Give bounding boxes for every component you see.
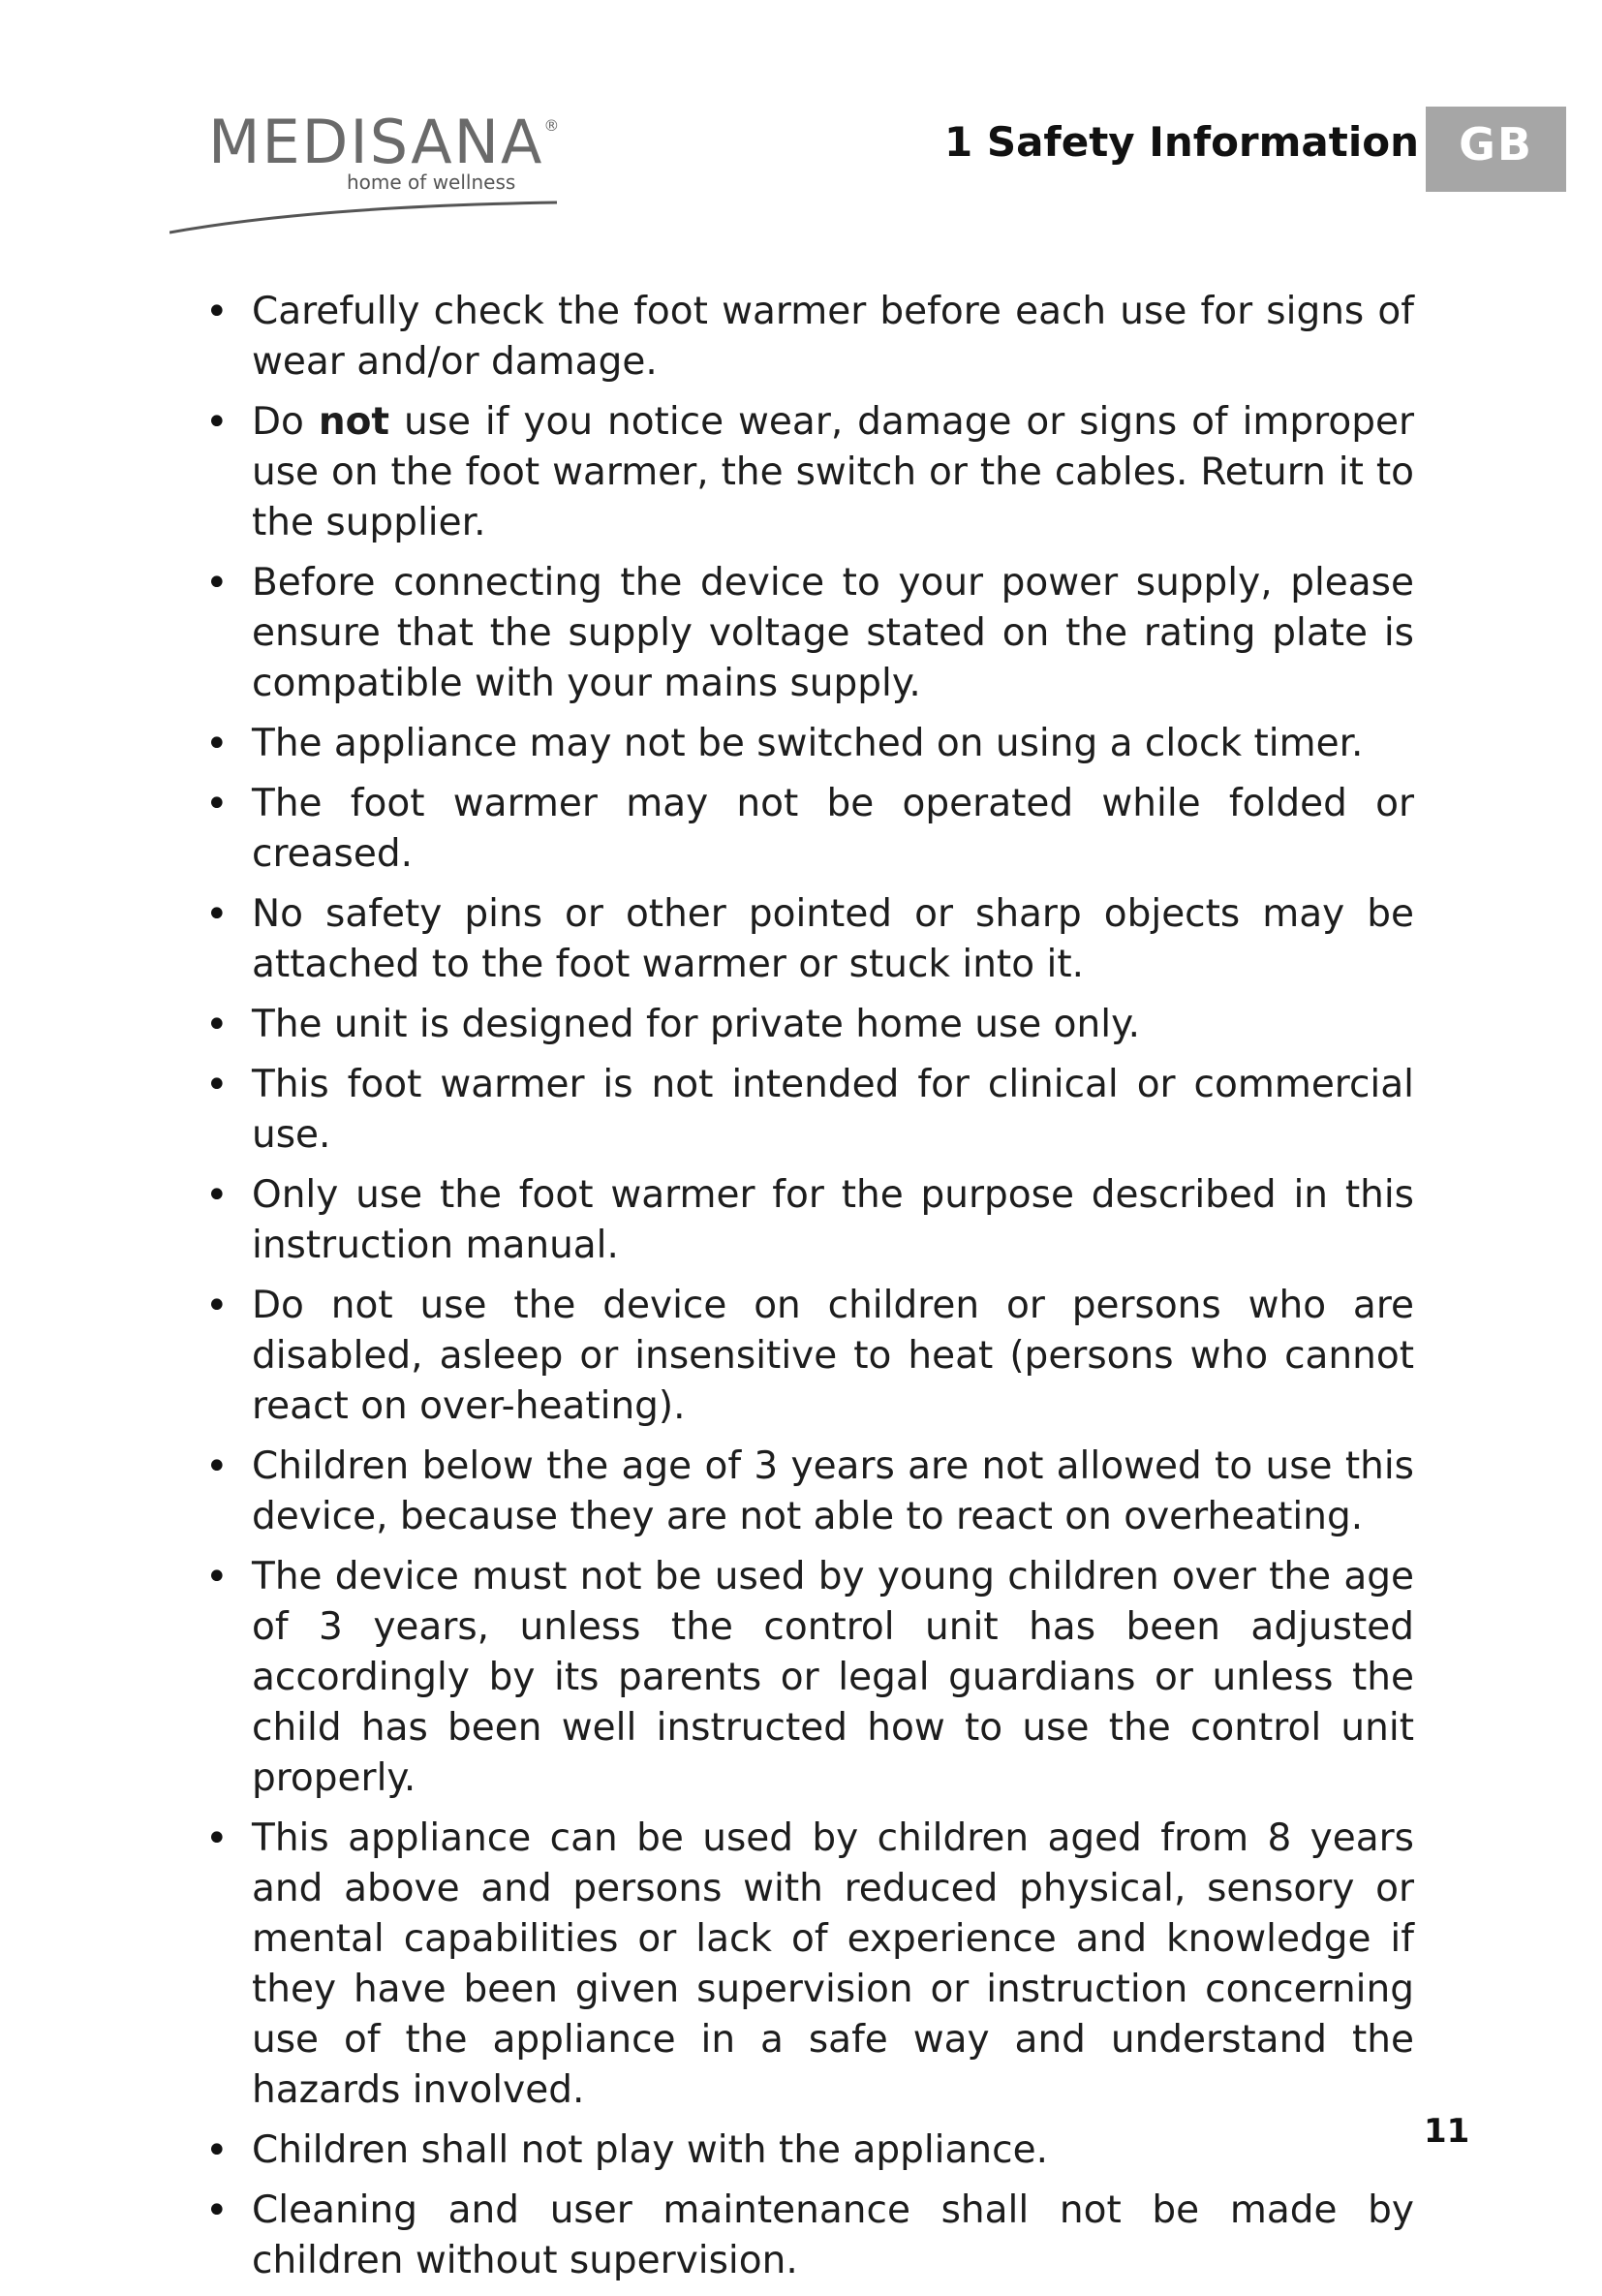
bullet-item: • Before connecting the device to your power supply, please ensure that the supply voltage stated on the rating plate is compatible with your mains supply. (203, 558, 1414, 709)
bullet-item: • Cleaning and user maintenance shall not be made by children without supervision. (203, 2186, 1414, 2286)
section-title: 1 Safety Information (944, 118, 1419, 166)
registered-mark: ® (543, 116, 562, 135)
bullet-item: • Carefully check the foot warmer before each use for signs of wear and/or damage. (203, 287, 1414, 388)
bullet-item: • This appliance can be used by children aged from 8 years and above and persons with reduced physical, sensory or mental capabilities or lack of experience and knowledge if they have been given supervision or instruction concerning use of the appliance in a safe way and understand the hazards involved. (203, 1814, 1414, 2116)
bullet-item: • Do not use if you notice wear, damage or signs of improper use on the foot warmer, the switch or the cables. Return it to the supplier. (203, 397, 1414, 548)
bullet-item: • The appliance may not be switched on using a clock timer. (203, 719, 1414, 769)
medisana-logo (169, 107, 586, 242)
logo-swoosh-icon (169, 199, 576, 237)
bullet-item: • Do not use the device on children or persons who are disabled, asleep or insensitive to heat (persons who cannot react on over-heating). (203, 1281, 1414, 1432)
bullet-item: • The device must not be used by young children over the age of 3 years, unless the control unit has been adjusted accordingly by its parents or legal guardians or unless the child has been well instructed how to use the control unit properly. (203, 1552, 1414, 1804)
emphasis-not: not (318, 400, 390, 444)
bullet-item: • The unit is designed for private home use only. (203, 1000, 1414, 1050)
safety-list-container (203, 287, 1463, 2296)
bullet-item: • Children below the age of 3 years are not allowed to use this device, because they are not able to react on overheating. (203, 1442, 1414, 1542)
bullet-item: • Only use the foot warmer for the purpose described in this instruction manual. (203, 1170, 1414, 1271)
logo-tagline: home of wellness (347, 171, 516, 194)
bullet-item: • No safety pins or other pointed or sharp objects may be attached to the foot warmer or stuck into it. (203, 889, 1414, 990)
safety-bullet-list (203, 287, 1463, 2286)
bullet-item: • Children shall not play with the appliance. (203, 2125, 1414, 2176)
logo-brand: MEDISANA® (208, 107, 562, 177)
bullet-item: • This foot warmer is not intended for clinical or commercial use. (203, 1060, 1414, 1161)
bullet-item: • The foot warmer may not be operated while folded or creased. (203, 779, 1414, 880)
language-tab: GB (1426, 107, 1566, 192)
page-number: 11 (1424, 2112, 1470, 2151)
